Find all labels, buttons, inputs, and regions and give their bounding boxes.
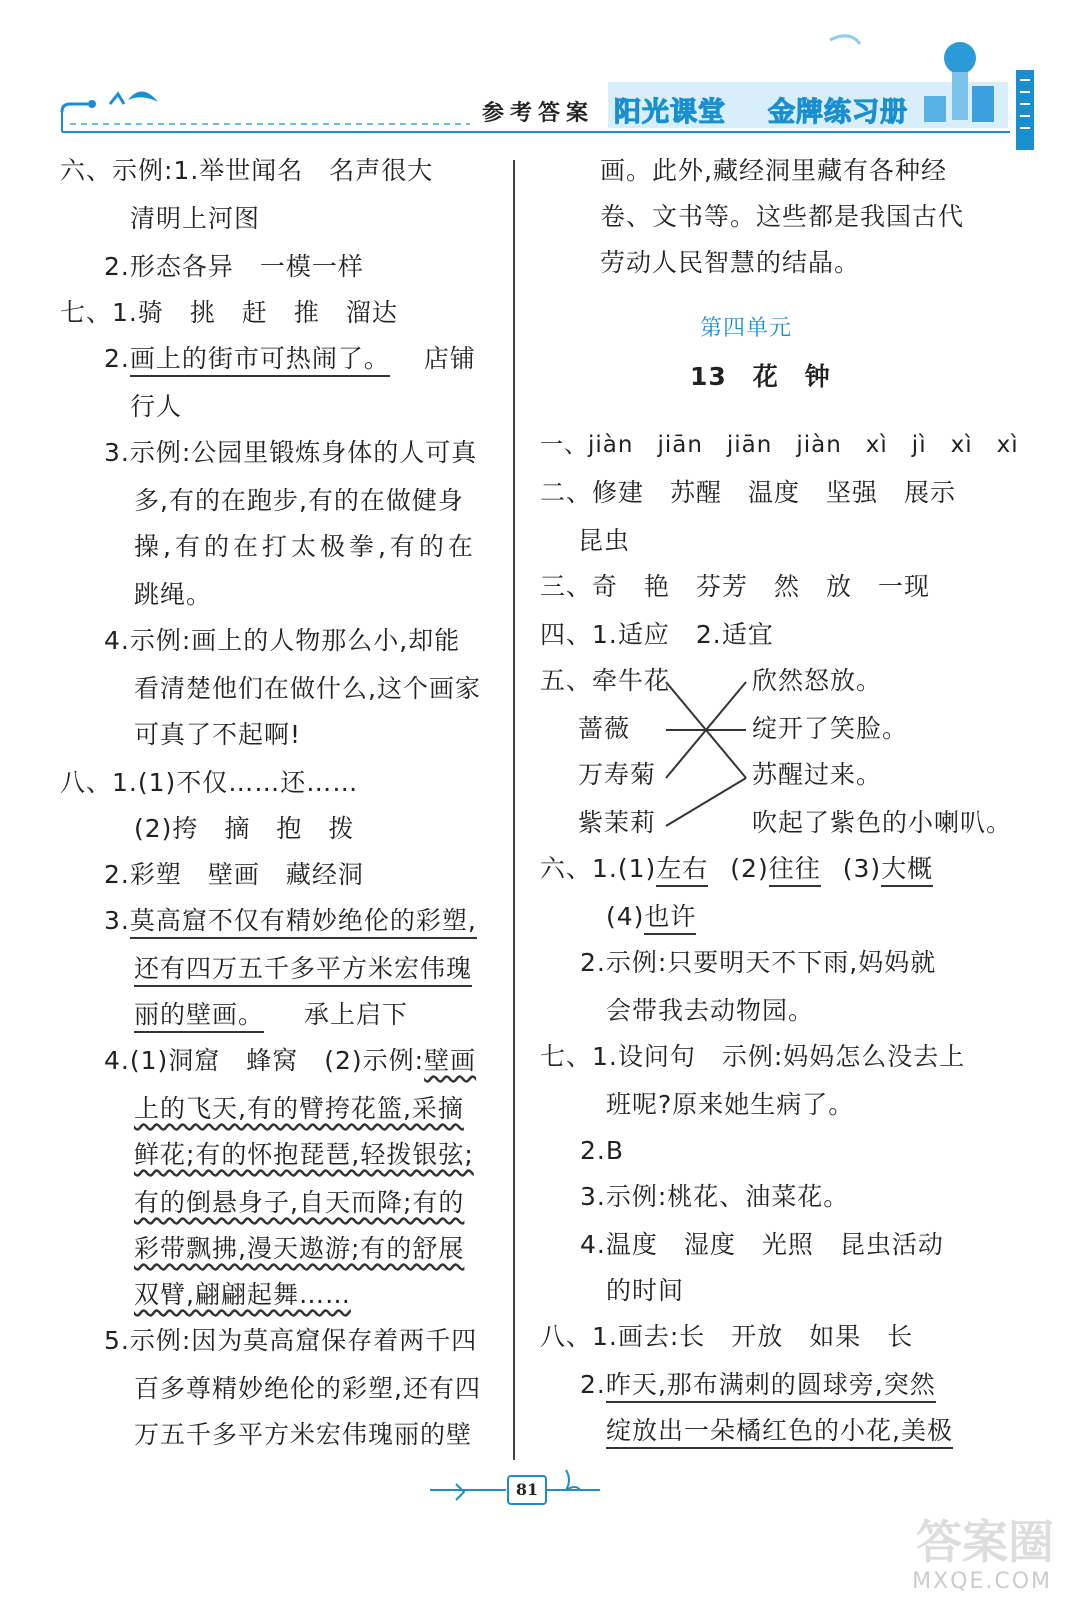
answer-line: 行人 — [130, 392, 183, 421]
item-number: 2. — [580, 1370, 606, 1399]
answer-line: 看清楚他们在做什么,这个画家 — [134, 674, 481, 703]
underlined-answer: 也许 — [644, 902, 696, 935]
answer-line: 二、修建 苏醒 温度 坚强 展示 — [540, 478, 957, 507]
answer-line: 3.示例:公园里锻炼身体的人可真 — [104, 438, 478, 467]
answer-line: 2.形态各异 一模一样 — [104, 252, 364, 281]
answer-line — [134, 1188, 464, 1218]
answer-line — [606, 1416, 953, 1446]
answer-line: 2.B — [580, 1136, 625, 1165]
answer-line — [540, 854, 933, 884]
answer-line — [134, 1234, 464, 1264]
underlined-answer: 画上的街市可热闹了。 — [130, 344, 390, 377]
item-number: 2. — [104, 344, 130, 373]
answer-line: 5.示例:因为莫高窟保存着两千四 — [104, 1326, 478, 1355]
header-brand-2: 金牌练习册 — [768, 97, 908, 128]
answer-line: 2.示例:只要明天不下雨,妈妈就 — [580, 948, 937, 977]
page-number: 81 — [507, 1475, 547, 1505]
match-left-item: 五、牵牛花 — [540, 666, 671, 695]
matching-lines — [660, 678, 760, 828]
answer-line: 3.示例:桃花、油菜花。 — [580, 1182, 850, 1211]
answer-line: 六、示例:1.举世闻名 名声很大 — [60, 156, 434, 185]
column-divider — [513, 160, 515, 1460]
answer-line: 四、1.适应 2.适宜 — [540, 620, 774, 649]
watermark-logo: 答案圈 — [916, 1515, 1054, 1569]
answer-line: 会带我去动物园。 — [606, 996, 815, 1025]
answer-line: 跳绳。 — [134, 580, 213, 609]
underlined-answer: 丽的壁画。 — [134, 1000, 264, 1033]
answer-line: 操,有的在打太极拳,有的在 — [134, 532, 477, 561]
wavy-underlined-answer: 有的倒悬身子,自天而降;有的 — [134, 1188, 465, 1217]
header-decoration — [0, 0, 1074, 150]
underlined-answer: 昨天,那布满刺的圆球旁,突然 — [606, 1370, 936, 1403]
wavy-underlined-answer: 双臂,翩翩起舞…… — [134, 1280, 351, 1309]
wavy-underlined-answer: 上的飞天,有的臂挎花篮,采摘 — [134, 1094, 464, 1123]
wavy-underlined-answer: 鲜花;有的怀抱琵琶,轻拨银弦; — [134, 1140, 474, 1169]
item-number: (2) — [730, 854, 769, 883]
answer-line — [104, 1046, 476, 1076]
answer-text: 店铺 — [423, 344, 476, 373]
answer-line: 昆虫 — [578, 526, 631, 555]
item-number: (3) — [842, 854, 882, 883]
answer-line — [104, 344, 476, 374]
match-right-item: 苏醒过来。 — [752, 760, 883, 789]
lesson-title: 13 花 钟 — [690, 362, 831, 391]
answer-line — [134, 1000, 408, 1030]
answer-line: 八、1.(1)不仅……还…… — [60, 768, 359, 797]
answer-text: 4.(1)洞窟 蜂窝 (2)示例: — [104, 1046, 425, 1075]
answer-line: 七、1.设问句 示例:妈妈怎么没去上 — [540, 1042, 966, 1071]
answer-line: 七、1.骑 挑 赶 推 溜达 — [60, 298, 398, 327]
answer-line: (2)挎 摘 抱 拨 — [134, 814, 355, 843]
answer-line: 劳动人民智慧的结晶。 — [600, 248, 861, 277]
page-header — [0, 0, 1074, 150]
answer-line: 4.温度 湿度 光照 昆虫活动 — [580, 1230, 944, 1259]
match-right-item: 欣然怒放。 — [752, 666, 883, 695]
underlined-answer: 莫高窟不仅有精妙绝伦的彩塑, — [130, 906, 477, 939]
answer-line: 一、jiàn jiān jiān jiàn xì jì xì xì — [540, 432, 1019, 458]
match-left-item: 万寿菊 — [578, 760, 657, 789]
answer-line: 万五千多平方米宏伟瑰丽的壁 — [134, 1420, 473, 1449]
answer-line: 三、奇 艳 芬芳 然 放 一现 — [540, 572, 931, 601]
answer-line: 班呢?原来她生病了。 — [606, 1090, 855, 1119]
answer-line: 4.示例:画上的人物那么小,却能 — [104, 626, 461, 655]
match-left-item: 蔷薇 — [578, 714, 631, 743]
watermark-site: MXQE.COM — [912, 1569, 1052, 1594]
answer-line — [134, 954, 472, 984]
answer-line: 可真了不起啊! — [134, 720, 302, 749]
answer-line: 的时间 — [606, 1276, 685, 1305]
wavy-underlined-answer: 壁画 — [424, 1046, 477, 1075]
underlined-answer: 大概 — [881, 854, 933, 887]
answer-line — [134, 1280, 351, 1310]
underlined-answer: 绽放出一朵橘红色的小花,美极 — [606, 1416, 953, 1449]
underlined-answer: 还有四万五千多平方米宏伟瑰 — [134, 954, 472, 987]
answer-line: 清明上河图 — [130, 204, 261, 233]
match-right-item: 绽开了笑脸。 — [752, 714, 909, 743]
answer-line: 2.彩塑 壁画 藏经洞 — [104, 860, 364, 889]
header-brand-1: 阳光课堂 — [614, 97, 726, 128]
match-left-item: 紫茉莉 — [578, 808, 657, 837]
answer-line: 卷、文书等。这些都是我国古代 — [600, 202, 965, 231]
item-number: 六、1.(1) — [540, 854, 657, 883]
answer-line: 画。此外,藏经洞里藏有各种经 — [600, 156, 947, 185]
answer-line — [606, 902, 696, 932]
answer-line — [104, 906, 477, 936]
answer-line — [580, 1370, 936, 1400]
match-right-item: 吹起了紫色的小喇叭。 — [752, 808, 1013, 837]
item-number: (4) — [606, 902, 645, 931]
item-number: 3. — [104, 906, 130, 935]
answer-line — [134, 1094, 464, 1124]
underlined-answer: 往往 — [769, 854, 821, 887]
answer-line: 百多尊精妙绝伦的彩塑,还有四 — [134, 1374, 481, 1403]
underlined-answer: 左右 — [656, 854, 708, 887]
wavy-underlined-answer: 彩带飘拂,漫天遨游;有的舒展 — [134, 1234, 465, 1263]
answer-line: 八、1.画去:长 开放 如果 长 — [540, 1322, 914, 1351]
header-section-title: 参考答案 — [482, 100, 595, 126]
unit-heading: 第四单元 — [700, 316, 793, 341]
answer-text: 承上启下 — [304, 1000, 409, 1029]
answer-line: 多,有的在跑步,有的在做健身 — [134, 486, 464, 515]
answer-line — [134, 1140, 474, 1170]
